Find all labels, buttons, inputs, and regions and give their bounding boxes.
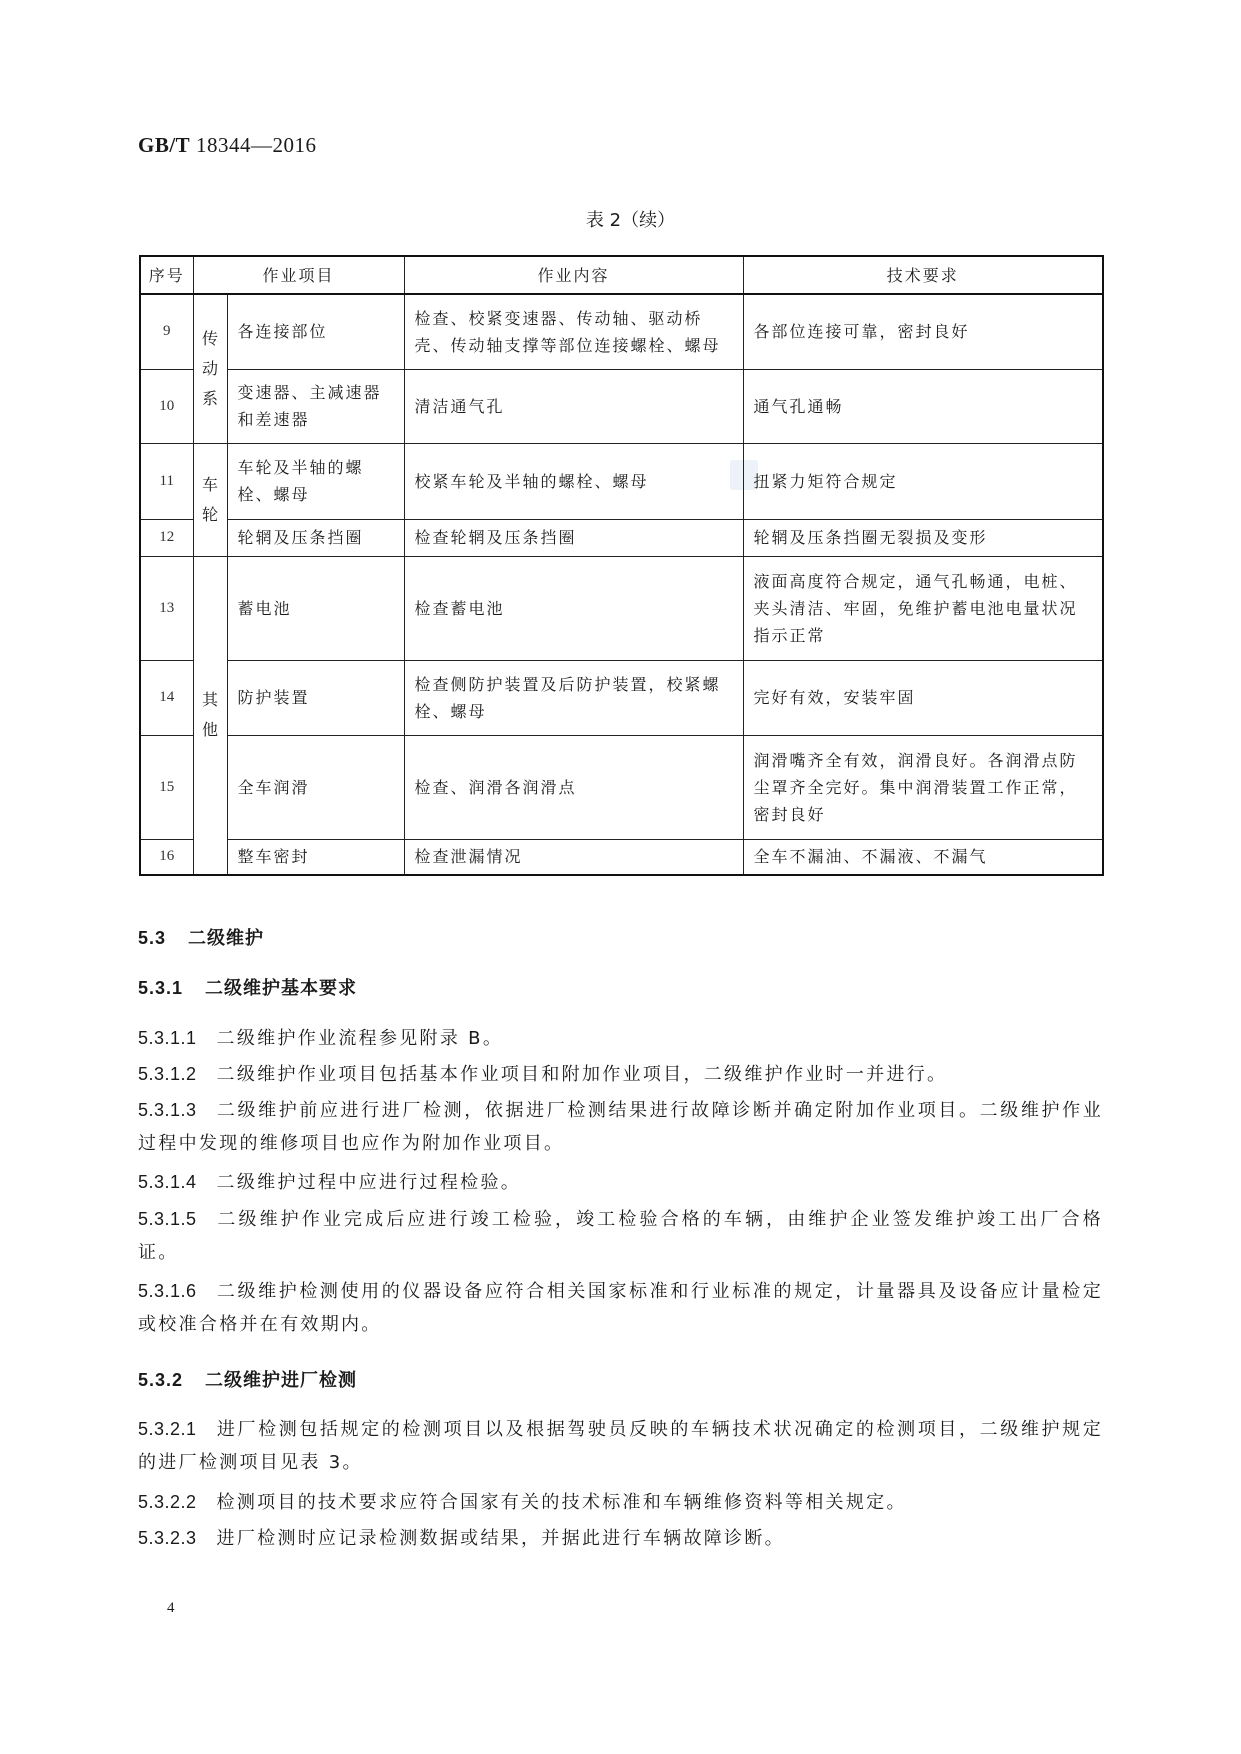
clause-5-3-1-4: 5.3.1.4 二级维护过程中应进行过程检验。 — [138, 1172, 522, 1193]
row-number: 12 — [140, 519, 193, 556]
table-row — [140, 369, 1103, 443]
row-requirement: 全车不漏油、不漏液、不漏气 — [743, 839, 1103, 875]
section-heading-5-3-2: 5.3.2 二级维护进厂检测 — [138, 1370, 358, 1391]
clause-5-3-2-1: 5.3.2.1 进厂检测包括规定的检测项目以及根据驾驶员反映的车辆技术状况确定的检测项目，二级维护规定的进厂检测项目见表 3。 — [138, 1419, 1103, 1473]
row-number: 13 — [140, 556, 193, 660]
row-number: 11 — [140, 443, 193, 519]
standard-code — [138, 133, 316, 158]
clause-5-3-1-6: 5.3.1.6 二级维护检测使用的仪器设备应符合相关国家标准和行业标准的规定，计量器具及设备应计量检定或校准合格并在有效期内。 — [138, 1281, 1103, 1335]
maintenance-table — [139, 255, 1104, 876]
clause-5-3-2-3: 5.3.2.3 进厂检测时应记录检测数据或结果，并据此进行车辆故障诊断。 — [138, 1528, 785, 1549]
table-header-row — [140, 256, 1103, 294]
clause-5-3-1-2: 5.3.1.2 二级维护作业项目包括基本作业项目和附加作业项目，二级维护作业时一并进行。 — [138, 1064, 948, 1085]
row-content: 检查蓄电池 — [404, 556, 743, 660]
col-header-item: 作业项目 — [193, 256, 404, 294]
col-header-content: 作业内容 — [404, 256, 743, 294]
table-row — [140, 735, 1103, 839]
section-heading-5-3: 5.3 二级维护 — [138, 928, 265, 949]
row-item: 各连接部位 — [227, 294, 404, 369]
row-number: 14 — [140, 660, 193, 735]
col-header-no: 序号 — [140, 256, 193, 294]
table-row — [140, 839, 1103, 875]
row-item: 车轮及半轴的螺栓、螺母 — [227, 443, 404, 519]
table-row — [140, 294, 1103, 369]
row-number: 10 — [140, 369, 193, 443]
clause-5-3-1-3: 5.3.1.3 二级维护前应进行进厂检测，依据进厂检测结果进行故障诊断并确定附加作业项目。二级维护作业过程中发现的维修项目也应作为附加作业项目。 — [138, 1100, 1103, 1154]
row-item: 全车润滑 — [227, 735, 404, 839]
row-item: 整车密封 — [227, 839, 404, 875]
group-label: 其他 — [193, 556, 227, 875]
clause-5-3-2-2: 5.3.2.2 检测项目的技术要求应符合国家有关的技术标准和车辆维修资料等相关规定。 — [138, 1492, 907, 1513]
row-content: 清洁通气孔 — [404, 369, 743, 443]
row-item: 变速器、主减速器和差速器 — [227, 369, 404, 443]
row-content: 检查、润滑各润滑点 — [404, 735, 743, 839]
row-requirement: 液面高度符合规定，通气孔畅通，电桩、夹头清洁、牢固，免维护蓄电池电量状况指示正常 — [743, 556, 1103, 660]
row-requirement: 各部位连接可靠，密封良好 — [743, 294, 1103, 369]
row-item: 防护装置 — [227, 660, 404, 735]
row-number: 15 — [140, 735, 193, 839]
table-row — [140, 443, 1103, 519]
row-content: 检查侧防护装置及后防护装置，校紧螺栓、螺母 — [404, 660, 743, 735]
group-label: 传动系 — [193, 294, 227, 443]
row-content: 检查轮辋及压条挡圈 — [404, 519, 743, 556]
row-item: 蓄电池 — [227, 556, 404, 660]
row-content: 校紧车轮及半轴的螺栓、螺母 — [404, 443, 743, 519]
table-row — [140, 660, 1103, 735]
row-item: 轮辋及压条挡圈 — [227, 519, 404, 556]
row-requirement: 润滑嘴齐全有效，润滑良好。各润滑点防尘罩齐全完好。集中润滑装置工作正常，密封良好 — [743, 735, 1103, 839]
standard-number: 18344—2016 — [195, 133, 317, 157]
group-label: 车轮 — [193, 443, 227, 556]
table-row — [140, 556, 1103, 660]
section-heading-5-3-1: 5.3.1 二级维护基本要求 — [138, 978, 358, 999]
row-content: 检查、校紧变速器、传动轴、驱动桥壳、传动轴支撑等部位连接螺栓、螺母 — [404, 294, 743, 369]
col-header-requirement: 技术要求 — [743, 256, 1103, 294]
row-content: 检查泄漏情况 — [404, 839, 743, 875]
standard-prefix: GB/T — [138, 133, 191, 157]
table-title: 表 2（续） — [585, 210, 676, 231]
clause-5-3-1-5: 5.3.1.5 二级维护作业完成后应进行竣工检验，竣工检验合格的车辆，由维护企业签发维护竣工出厂合格证。 — [138, 1209, 1103, 1263]
row-requirement: 轮辋及压条挡圈无裂损及变形 — [743, 519, 1103, 556]
row-number: 9 — [140, 294, 193, 369]
page-number: 4 — [167, 1600, 175, 1616]
row-requirement: 通气孔通畅 — [743, 369, 1103, 443]
row-requirement: 完好有效，安装牢固 — [743, 660, 1103, 735]
table-row — [140, 519, 1103, 556]
clause-5-3-1-1: 5.3.1.1 二级维护作业流程参见附录 B。 — [138, 1028, 504, 1049]
row-number: 16 — [140, 839, 193, 875]
row-requirement: 扭紧力矩符合规定 — [743, 443, 1103, 519]
